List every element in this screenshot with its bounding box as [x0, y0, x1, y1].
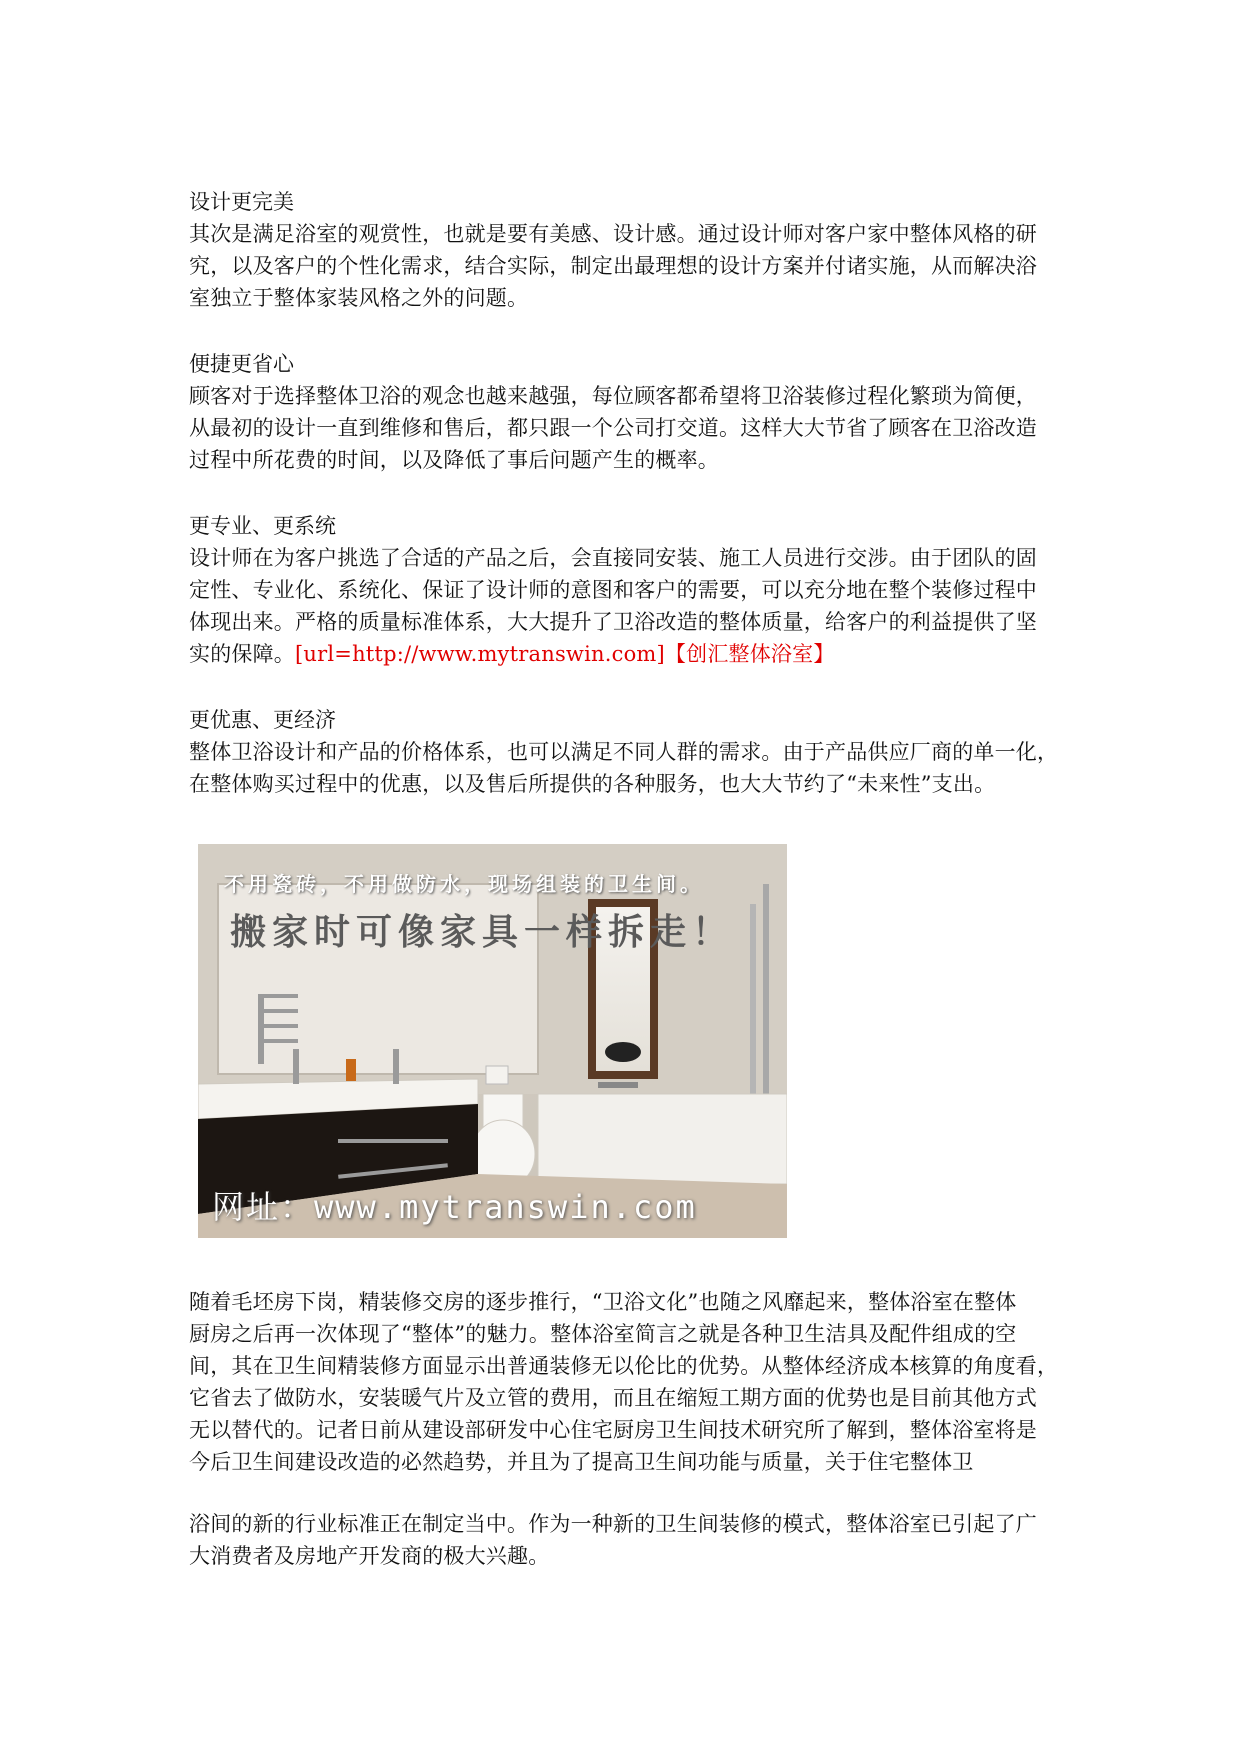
- paragraph-line: 无以替代的。记者日前从建设部研发中心住宅厨房卫生间技术研究所了解到，整体浴室将是: [189, 1418, 1037, 1442]
- paragraph-line: 今后卫生间建设改造的必然趋势，并且为了提高卫生间功能与质量，关于住宅整体卫: [189, 1450, 974, 1474]
- photo-caption-top: 不用瓷砖，不用做防水，现场组装的卫生间。: [224, 872, 704, 896]
- paragraph-line: 它省去了做防水，安装暖气片及立管的费用，而且在缩短工期方面的优势也是目前其他方式: [189, 1386, 1037, 1410]
- paragraph-line: 定性、专业化、系统化、保证了设计师的意图和客户的需要，可以充分地在整个装修过程中: [189, 578, 1037, 602]
- body-paragraph-a: [189, 1286, 1061, 1478]
- paragraph-line: 体现出来。严格的质量标准体系，大大提升了卫浴改造的整体质量，给客户的利益提供了坚: [189, 610, 1037, 634]
- paragraph-line: 浴间的新的行业标准正在制定当中。作为一种新的卫生间装修的模式，整体浴室已引起了广: [189, 1512, 1037, 1536]
- section-design: [189, 186, 1061, 314]
- section-heading: 设计更完美: [189, 190, 294, 214]
- brand-link[interactable]: [url=http://www.mytranswin.com]【创汇整体浴室】: [295, 642, 835, 666]
- section-heading: 便捷更省心: [189, 352, 294, 376]
- paragraph-line: 室独立于整体家装风格之外的问题。: [189, 286, 529, 310]
- section-heading: 更专业、更系统: [189, 514, 336, 538]
- paragraph-line: 大消费者及房地产开发商的极大兴趣。: [189, 1544, 550, 1568]
- bathroom-photo: [198, 844, 787, 1238]
- photo-captions: [198, 844, 787, 1238]
- paragraph-line: 从最初的设计一直到维修和售后，都只跟一个公司打交道。这样大大节省了顾客在卫浴改造: [189, 416, 1037, 440]
- paragraph-line: 顾客对于选择整体卫浴的观念也越来越强，每位顾客都希望将卫浴装修过程化繁琐为简便，: [189, 384, 1037, 408]
- paragraph-line: 厨房之后再一次体现了“整体”的魅力。整体浴室简言之就是各种卫生洁具及配件组成的空: [189, 1322, 1017, 1346]
- paragraph-line: 间，其在卫生间精装修方面显示出普通装修无以伦比的优势。从整体经济成本核算的角度看，: [189, 1354, 1059, 1378]
- paragraph-line: 随着毛坯房下岗，精装修交房的逐步推行，“卫浴文化”也随之风靡起来，整体浴室在整体: [189, 1290, 1017, 1314]
- section-heading: 更优惠、更经济: [189, 708, 336, 732]
- paragraph-line: 整体卫浴设计和产品的价格体系，也可以满足不同人群的需求。由于产品供应厂商的单一化，: [189, 740, 1059, 764]
- paragraph-line: 过程中所花费的时间，以及降低了事后问题产生的概率。: [189, 448, 719, 472]
- paragraph-line: 究，以及客户的个性化需求，结合实际，制定出最理想的设计方案并付诸实施，从而解决浴: [189, 254, 1037, 278]
- section-convenience: [189, 348, 1061, 476]
- photo-caption-main: 搬家时可像家具一样拆走！: [230, 912, 735, 953]
- paragraph-line: 在整体购买过程中的优惠，以及售后所提供的各种服务，也大大节约了“未来性”支出。: [189, 772, 996, 796]
- section-professional: [189, 510, 1061, 670]
- body-paragraph-b: [189, 1508, 1061, 1572]
- line-prefix: 实的保障。: [189, 642, 295, 666]
- photo-caption-url: 网址：www.mytranswin.com: [212, 1188, 697, 1226]
- paragraph-line: 其次是满足浴室的观赏性，也就是要有美感、设计感。通过设计师对客户家中整体风格的研: [189, 222, 1037, 246]
- section-economy: [189, 704, 1061, 800]
- paragraph-line: [189, 638, 1061, 670]
- paragraph-line: 设计师在为客户挑选了合适的产品之后，会直接同安装、施工人员进行交涉。由于团队的固: [189, 546, 1037, 570]
